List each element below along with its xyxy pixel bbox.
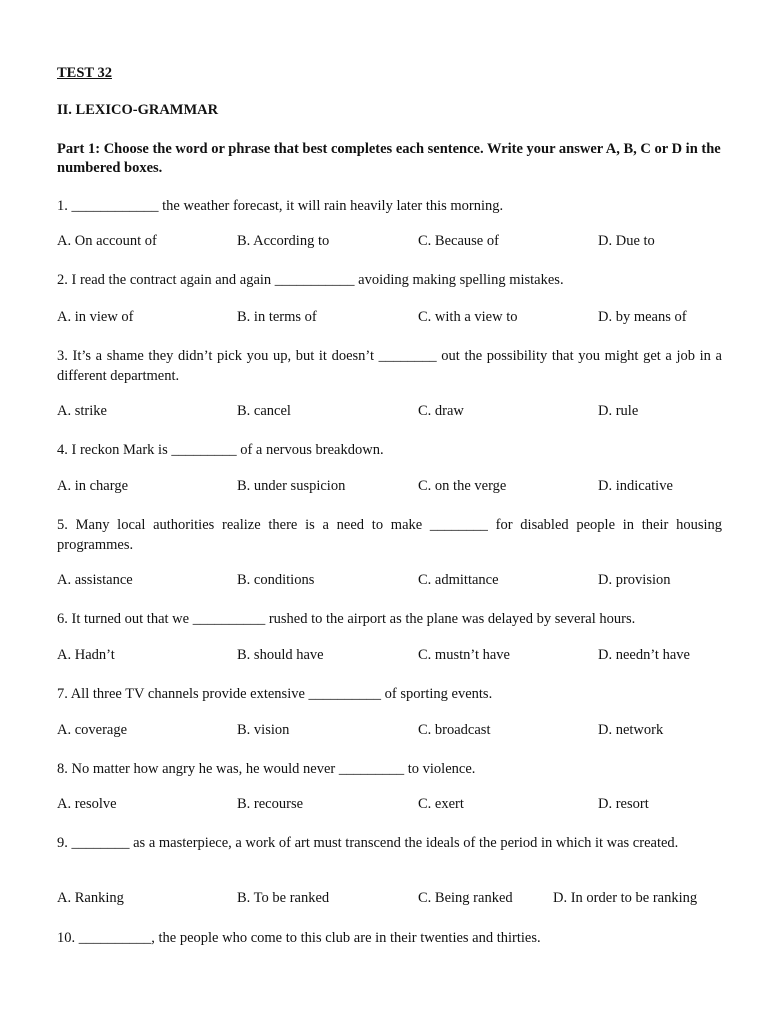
option-a: A. coverage [57,722,128,738]
question-10: 10. __________, the people who come to this club are in their twenties and thirties. [57,930,541,946]
section-title: II. LEXICO-GRAMMAR [57,102,219,118]
option-c: C. broadcast [418,722,491,738]
option-d: D. network [598,722,664,738]
question-1: 1. ____________ the weather forecast, it will rain heavily later this morning. [57,198,504,214]
question-5-options [57,572,737,592]
option-b: B. recourse [237,796,304,812]
option-b: B. According to [237,233,330,249]
option-d: D. Due to [598,233,655,249]
option-b: B. cancel [237,403,291,419]
option-c: C. mustn’t have [418,647,510,663]
option-b: B. should have [237,647,324,663]
option-a: A. Ranking [57,890,124,906]
option-d: D. resort [598,796,649,812]
question-2-options [57,309,737,329]
option-d: D. In order to be ranking [553,890,698,906]
option-d: D. indicative [598,478,673,494]
option-b: B. vision [237,722,290,738]
option-d: D. by means of [598,309,687,325]
option-d: D. needn’t have [598,647,690,663]
option-b: B. in terms of [237,309,317,325]
question-4: 4. I reckon Mark is _________ of a nervous breakdown. [57,442,384,458]
question-8: 8. No matter how angry he was, he would never _________ to violence. [57,761,476,777]
question-3-options [57,403,737,423]
option-a: A. On account of [57,233,157,249]
option-c: C. exert [418,796,464,812]
option-c: C. with a view to [418,309,518,325]
option-a: A. assistance [57,572,133,588]
option-c: C. Because of [418,233,499,249]
option-c: C. on the verge [418,478,507,494]
question-4-options [57,478,737,498]
question-7-options [57,722,737,742]
question-3: 3. It’s a shame they didn’t pick you up, but it doesn’t ________ out the possibility that you might get a job in a different department. [57,348,722,384]
question-6: 6. It turned out that we __________ rushed to the airport as the plane was delayed by several hours. [57,611,636,627]
question-2: 2. I read the contract again and again ___________ avoiding making spelling mistakes. [57,272,564,288]
part-instruction: Part 1: Choose the word or phrase that best completes each sentence. Write your answer A, B, C or D in the numbered boxes. [57,141,721,176]
option-a: A. strike [57,403,107,419]
question-8-options [57,796,737,816]
option-a: A. in charge [57,478,128,494]
question-1-options [57,233,737,253]
question-7: 7. All three TV channels provide extensive __________ of sporting events. [57,686,493,702]
option-b: B. conditions [237,572,315,588]
option-c: C. Being ranked [418,890,513,906]
option-c: C. admittance [418,572,499,588]
question-9-options [57,890,737,910]
test-title: TEST 32 [57,65,112,81]
option-d: D. provision [598,572,671,588]
option-a: A. Hadn’t [57,647,115,663]
option-a: A. resolve [57,796,117,812]
option-b: B. under suspicion [237,478,346,494]
option-c: C. draw [418,403,464,419]
option-d: D. rule [598,403,639,419]
question-5: 5. Many local authorities realize there is a need to make ________ for disabled people in their housing programmes. [57,517,722,553]
option-b: B. To be ranked [237,890,330,906]
question-6-options [57,647,737,667]
question-9: 9. ________ as a masterpiece, a work of art must transcend the ideals of the period in which it was created. [57,835,679,851]
option-a: A. in view of [57,309,134,325]
